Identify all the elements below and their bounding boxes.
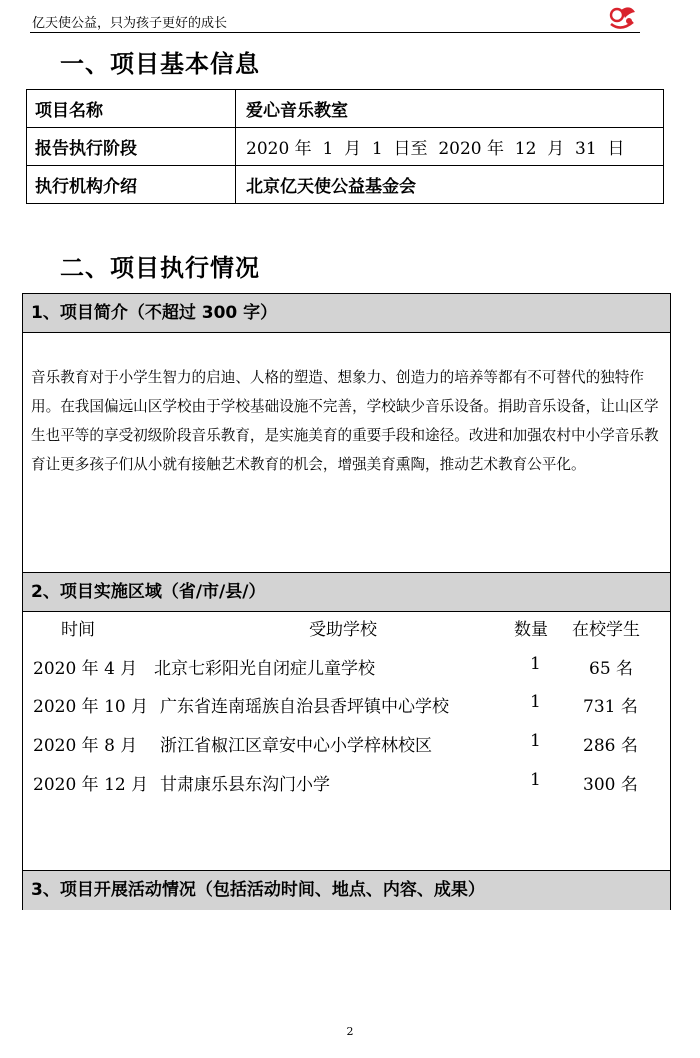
column-header-count: 数量 [514,620,548,640]
column-header-time: 时间 [61,620,95,640]
info-label: 报告执行阶段 [27,128,236,166]
info-value: 爱心音乐教室 [236,90,664,128]
page-number: 2 [346,1025,354,1038]
info-value: 北京亿天使公益基金会 [236,166,664,204]
column-header-students: 在校学生 [572,620,640,640]
table-row [27,128,664,166]
row-time: 2020 年 4 月 [33,659,138,679]
area-heading: 2、项目实施区域（省/市/县/） [23,572,670,612]
row-school: 北京七彩阳光自闭症儿童学校 [154,659,375,679]
row-count: 1 [530,654,541,674]
table-row [27,166,664,204]
table-row [27,90,664,128]
intro-heading: 1、项目简介（不超过 300 字） [23,293,670,333]
header-rule [30,32,640,33]
execution-box [22,293,671,910]
info-label: 执行机构介绍 [27,166,236,204]
row-students: 286 名 [583,736,638,756]
section-title-basic-info: 一、项目基本信息 [60,50,260,78]
activity-heading: 3、项目开展活动情况（包括活动时间、地点、内容、成果） [23,870,670,910]
row-students: 731 名 [583,697,638,717]
row-count: 1 [530,770,541,790]
header-slogan: 亿天使公益，只为孩子更好的成长 [32,16,228,31]
info-label: 项目名称 [27,90,236,128]
row-students: 300 名 [583,775,638,795]
column-header-school: 受助学校 [309,620,377,640]
info-value: 2020 年 1 月 1 日至 2020 年 12 月 31 日 [236,128,664,166]
row-students: 65 名 [589,659,634,679]
row-time: 2020 年 12 月 [33,775,149,795]
row-time: 2020 年 8 月 [33,736,138,756]
intro-text: 音乐教育对于小学生智力的启迪、人格的塑造、想象力、创造力的培养等都有不可替代的独特作用。在我国偏远山区学校由于学校基础设施不完善，学校缺少音乐设备。捐助音乐设备，让山区学生也平等的享受初级阶段音乐教育，是实施美育的重要手段和途径。改进和加强农村中小学音乐教育让更多孩子们从小就有接触艺术教育的机会，增强美育熏陶，推动艺术教育公平化。 [31,369,659,473]
row-time: 2020 年 10 月 [33,697,149,717]
row-count: 1 [530,731,541,751]
angel-charity-logo-icon [605,2,639,32]
row-count: 1 [530,692,541,712]
row-school: 广东省连南瑶族自治县香坪镇中心学校 [160,697,449,717]
row-school: 甘肃康乐县东沟门小学 [160,775,330,795]
section-title-execution: 二、项目执行情况 [60,254,260,282]
basic-info-table [26,89,664,204]
row-school: 浙江省椒江区章安中心小学梓林校区 [160,736,432,756]
